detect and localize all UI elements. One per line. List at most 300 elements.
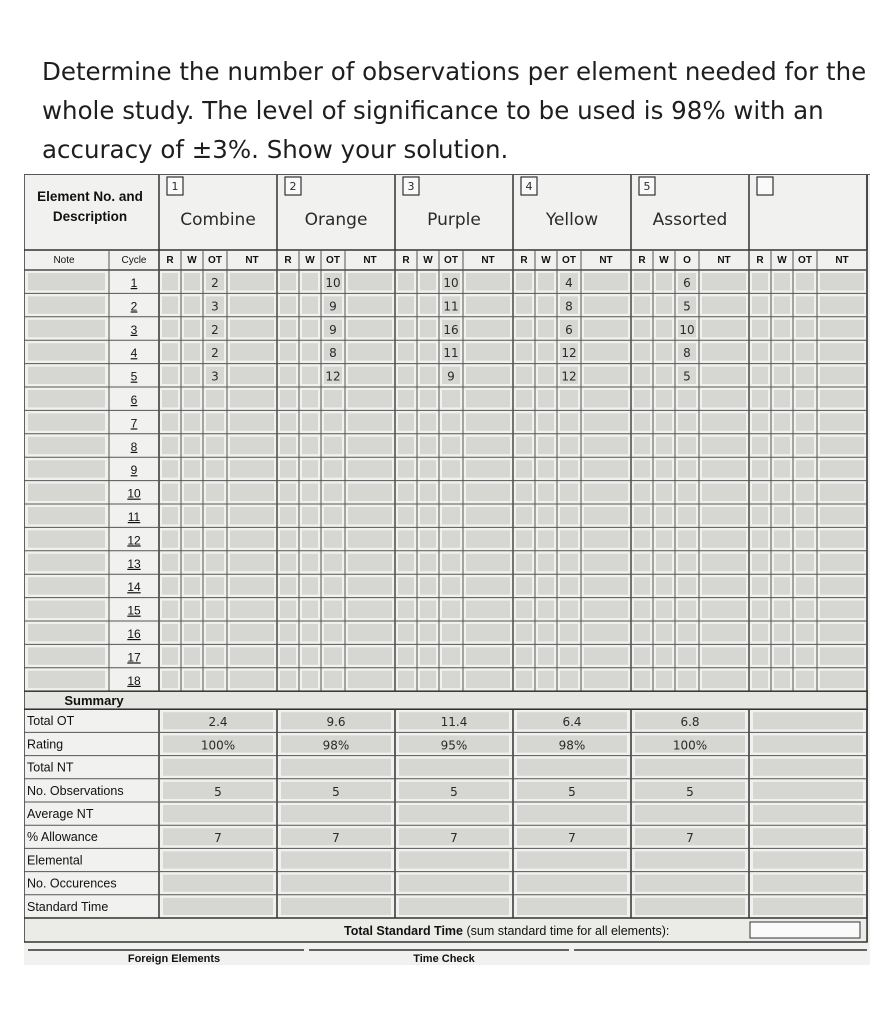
- data-cell: [302, 390, 318, 407]
- data-cell: [466, 437, 510, 454]
- subcolumn-header: NT: [835, 255, 849, 266]
- data-cell: [398, 601, 414, 618]
- note-cell: [28, 437, 105, 454]
- data-cell: [184, 437, 200, 454]
- data-cell: [230, 413, 274, 430]
- note-cell: [28, 577, 105, 594]
- data-cell: [820, 484, 864, 501]
- data-cell: [774, 273, 790, 290]
- data-cell: [230, 437, 274, 454]
- summary-cell: [753, 759, 863, 776]
- data-cell: [348, 413, 392, 430]
- data-cell: [184, 343, 200, 360]
- data-cell: [348, 601, 392, 618]
- data-cell: [324, 647, 342, 664]
- data-cell: [184, 320, 200, 337]
- summary-row-label: Standard Time: [27, 899, 109, 914]
- summary-value: 7: [214, 831, 222, 846]
- data-cell: [466, 273, 510, 290]
- data-cell: [184, 484, 200, 501]
- data-cell: [584, 320, 628, 337]
- data-cell: [230, 507, 274, 524]
- data-cell: [538, 320, 554, 337]
- data-cell: [348, 273, 392, 290]
- data-cell: [634, 624, 650, 641]
- data-cell: [538, 413, 554, 430]
- ot-value: 4: [565, 276, 573, 290]
- data-cell: [774, 343, 790, 360]
- summary-cell: [399, 875, 509, 892]
- data-cell: [420, 367, 436, 384]
- data-cell: [466, 624, 510, 641]
- data-cell: [702, 671, 746, 688]
- data-cell: [560, 460, 578, 477]
- data-cell: [348, 460, 392, 477]
- summary-row-label: Total OT: [27, 714, 75, 729]
- data-cell: [466, 601, 510, 618]
- data-cell: [752, 296, 768, 313]
- data-cell: [634, 554, 650, 571]
- data-cell: [656, 530, 672, 547]
- data-cell: [302, 413, 318, 430]
- data-cell: [466, 460, 510, 477]
- data-cell: [584, 437, 628, 454]
- summary-cell: [517, 759, 627, 776]
- data-cell: [538, 577, 554, 594]
- data-cell: [656, 671, 672, 688]
- data-cell: [162, 437, 178, 454]
- data-cell: [678, 647, 696, 664]
- cycle-number: 6: [130, 393, 138, 407]
- summary-value: 5: [332, 784, 340, 799]
- data-cell: [302, 671, 318, 688]
- data-cell: [820, 273, 864, 290]
- data-cell: [656, 343, 672, 360]
- data-cell: [774, 320, 790, 337]
- ot-value: 6: [683, 276, 691, 290]
- cycle-number: 3: [130, 322, 138, 337]
- data-cell: [796, 671, 814, 688]
- data-cell: [420, 320, 436, 337]
- data-cell: [420, 671, 436, 688]
- data-cell: [516, 530, 532, 547]
- data-cell: [442, 530, 460, 547]
- data-cell: [656, 507, 672, 524]
- data-cell: [560, 577, 578, 594]
- data-cell: [584, 390, 628, 407]
- cycle-number: 7: [130, 416, 138, 431]
- note-cell: [28, 507, 105, 524]
- subcolumn-header: NT: [363, 255, 377, 266]
- data-cell: [656, 273, 672, 290]
- data-cell: [634, 413, 650, 430]
- data-cell: [184, 296, 200, 313]
- data-cell: [634, 671, 650, 688]
- data-cell: [230, 460, 274, 477]
- data-cell: [348, 624, 392, 641]
- data-cell: [302, 530, 318, 547]
- data-cell: [516, 273, 532, 290]
- data-cell: [420, 577, 436, 594]
- summary-cell: [753, 898, 863, 915]
- data-cell: [702, 273, 746, 290]
- data-cell: [442, 624, 460, 641]
- summary-row-label: Rating: [27, 737, 64, 752]
- data-cell: [796, 577, 814, 594]
- data-cell: [184, 413, 200, 430]
- element-number: 3: [407, 180, 415, 193]
- data-cell: [420, 460, 436, 477]
- summary-cell: [517, 898, 627, 915]
- data-cell: [678, 554, 696, 571]
- summary-value: 6.8: [680, 715, 700, 730]
- cycle-number: 1: [130, 276, 138, 290]
- element-number: 4: [525, 180, 533, 193]
- data-cell: [302, 601, 318, 618]
- cycle-number: 11: [127, 510, 141, 524]
- data-cell: [184, 577, 200, 594]
- data-cell: [442, 601, 460, 618]
- data-cell: [796, 367, 814, 384]
- data-cell: [230, 484, 274, 501]
- data-cell: [820, 554, 864, 571]
- cycle-number: 8: [130, 439, 138, 454]
- note-cell: [28, 413, 105, 430]
- data-cell: [774, 624, 790, 641]
- summary-row-label: No. Observations: [27, 783, 124, 798]
- data-cell: [796, 460, 814, 477]
- summary-value: 7: [686, 831, 694, 846]
- data-cell: [634, 601, 650, 618]
- data-cell: [162, 554, 178, 571]
- data-cell: [634, 437, 650, 454]
- subcolumn-header: R: [284, 255, 292, 266]
- data-cell: [774, 577, 790, 594]
- cycle-number: 15: [127, 603, 141, 618]
- data-cell: [302, 367, 318, 384]
- data-cell: [302, 273, 318, 290]
- data-cell: [796, 601, 814, 618]
- data-cell: [774, 484, 790, 501]
- data-cell: [206, 554, 224, 571]
- data-cell: [280, 437, 296, 454]
- data-cell: [516, 507, 532, 524]
- data-cell: [230, 624, 274, 641]
- data-cell: [420, 296, 436, 313]
- summary-cell: [281, 805, 391, 822]
- data-cell: [398, 320, 414, 337]
- data-cell: [324, 484, 342, 501]
- summary-cell: [635, 875, 745, 892]
- data-cell: [280, 671, 296, 688]
- data-cell: [702, 390, 746, 407]
- summary-cell: [635, 759, 745, 776]
- summary-cell: [517, 851, 627, 868]
- data-cell: [634, 577, 650, 594]
- data-cell: [348, 320, 392, 337]
- data-cell: [324, 437, 342, 454]
- subcolumn-header: OT: [562, 255, 576, 266]
- data-cell: [656, 320, 672, 337]
- data-cell: [516, 671, 532, 688]
- data-cell: [280, 343, 296, 360]
- note-cell: [28, 390, 105, 407]
- note-cell: [28, 554, 105, 571]
- data-cell: [162, 367, 178, 384]
- data-cell: [466, 507, 510, 524]
- ot-value: 16: [443, 322, 459, 337]
- summary-bar: [24, 691, 867, 709]
- data-cell: [516, 647, 532, 664]
- cycle-number: 16: [127, 627, 141, 641]
- data-cell: [584, 413, 628, 430]
- data-cell: [466, 413, 510, 430]
- subcolumn-header: NT: [717, 255, 731, 266]
- data-cell: [348, 530, 392, 547]
- data-cell: [516, 554, 532, 571]
- note-cell: [28, 367, 105, 384]
- data-cell: [820, 647, 864, 664]
- data-cell: [442, 671, 460, 688]
- data-cell: [752, 484, 768, 501]
- subcolumn-header: R: [166, 255, 174, 266]
- data-cell: [516, 577, 532, 594]
- data-cell: [774, 507, 790, 524]
- data-cell: [656, 601, 672, 618]
- data-cell: [678, 577, 696, 594]
- data-cell: [796, 624, 814, 641]
- data-cell: [820, 367, 864, 384]
- data-cell: [634, 507, 650, 524]
- data-cell: [442, 437, 460, 454]
- data-cell: [348, 484, 392, 501]
- data-cell: [516, 390, 532, 407]
- data-cell: [420, 530, 436, 547]
- summary-cell: [163, 875, 273, 892]
- data-cell: [184, 507, 200, 524]
- data-cell: [230, 367, 274, 384]
- summary-cell: [753, 805, 863, 822]
- data-cell: [538, 601, 554, 618]
- data-cell: [516, 601, 532, 618]
- ot-value: 10: [679, 322, 695, 337]
- data-cell: [230, 320, 274, 337]
- data-cell: [656, 484, 672, 501]
- summary-cell: [753, 782, 863, 799]
- data-cell: [420, 437, 436, 454]
- ot-value: 12: [561, 346, 577, 361]
- data-cell: [206, 624, 224, 641]
- summary-value: 9.6: [326, 715, 346, 730]
- data-cell: [398, 554, 414, 571]
- subcolumn-header: W: [659, 255, 669, 266]
- data-cell: [162, 460, 178, 477]
- data-cell: [420, 507, 436, 524]
- data-cell: [348, 437, 392, 454]
- data-cell: [184, 647, 200, 664]
- data-cell: [280, 460, 296, 477]
- data-cell: [820, 601, 864, 618]
- data-cell: [560, 671, 578, 688]
- note-cell: [28, 296, 105, 313]
- data-cell: [752, 343, 768, 360]
- subcolumn-header: O: [683, 255, 691, 266]
- summary-value: 5: [450, 784, 458, 799]
- data-cell: [678, 507, 696, 524]
- question-text: Determine the number of observations per element needed for the whole study. The level of significance to be used is 98% with an accuracy of ±3%. Show your solution.: [42, 57, 867, 164]
- ot-value: 12: [325, 369, 341, 384]
- data-cell: [420, 484, 436, 501]
- data-cell: [702, 320, 746, 337]
- note-cell: [28, 530, 105, 547]
- data-cell: [560, 484, 578, 501]
- note-cell: [28, 273, 105, 290]
- header-label-line2: Description: [52, 209, 128, 224]
- data-cell: [752, 273, 768, 290]
- data-cell: [324, 507, 342, 524]
- data-cell: [398, 484, 414, 501]
- data-cell: [702, 367, 746, 384]
- subcolumn-header: OT: [444, 255, 458, 266]
- data-cell: [206, 647, 224, 664]
- data-cell: [634, 484, 650, 501]
- data-cell: [774, 437, 790, 454]
- foreign-elements-label: Foreign Elements: [127, 953, 221, 965]
- cycle-number: 10: [127, 486, 141, 501]
- data-cell: [796, 484, 814, 501]
- data-cell: [752, 601, 768, 618]
- data-cell: [206, 460, 224, 477]
- data-cell: [280, 390, 296, 407]
- data-cell: [656, 647, 672, 664]
- data-cell: [184, 530, 200, 547]
- data-cell: [516, 484, 532, 501]
- data-cell: [280, 484, 296, 501]
- data-cell: [420, 624, 436, 641]
- data-cell: [348, 671, 392, 688]
- data-cell: [584, 671, 628, 688]
- subcolumn-header: NT: [599, 255, 613, 266]
- note-cell: [28, 671, 105, 688]
- data-cell: [442, 647, 460, 664]
- data-cell: [820, 437, 864, 454]
- data-cell: [184, 367, 200, 384]
- time-study-grid: [24, 175, 870, 965]
- cycle-number: 5: [130, 369, 138, 384]
- data-cell: [678, 484, 696, 501]
- data-cell: [584, 530, 628, 547]
- data-cell: [398, 460, 414, 477]
- data-cell: [584, 296, 628, 313]
- data-cell: [678, 624, 696, 641]
- ot-value: 2: [211, 276, 219, 290]
- data-cell: [774, 554, 790, 571]
- data-cell: [280, 320, 296, 337]
- data-cell: [230, 554, 274, 571]
- data-cell: [280, 413, 296, 430]
- summary-value: 2.4: [208, 715, 228, 730]
- data-cell: [584, 367, 628, 384]
- summary-cell: [635, 898, 745, 915]
- subcolumn-header: R: [638, 255, 646, 266]
- data-cell: [584, 624, 628, 641]
- element-name: Orange: [304, 210, 368, 230]
- summary-cell: [753, 851, 863, 868]
- data-cell: [420, 273, 436, 290]
- data-cell: [678, 671, 696, 688]
- data-cell: [538, 484, 554, 501]
- data-cell: [466, 554, 510, 571]
- ot-value: 5: [683, 299, 691, 314]
- ot-value: 2: [211, 322, 219, 337]
- data-cell: [774, 296, 790, 313]
- data-cell: [302, 437, 318, 454]
- data-cell: [634, 530, 650, 547]
- data-cell: [280, 273, 296, 290]
- data-cell: [634, 367, 650, 384]
- cycle-column-label: Cycle: [121, 255, 147, 266]
- data-cell: [398, 437, 414, 454]
- data-cell: [774, 671, 790, 688]
- summary-value: 98%: [322, 738, 350, 753]
- data-cell: [466, 320, 510, 337]
- data-cell: [324, 624, 342, 641]
- data-cell: [280, 647, 296, 664]
- element-name: Purple: [427, 210, 481, 230]
- data-cell: [774, 460, 790, 477]
- data-cell: [398, 413, 414, 430]
- data-cell: [184, 554, 200, 571]
- data-cell: [280, 530, 296, 547]
- data-cell: [752, 530, 768, 547]
- summary-cell: [163, 759, 273, 776]
- data-cell: [302, 296, 318, 313]
- summary-value: 11.4: [440, 715, 468, 730]
- data-cell: [678, 413, 696, 430]
- ot-value: 9: [329, 322, 337, 337]
- cycle-number: 18: [127, 673, 141, 688]
- summary-value: 7: [450, 831, 458, 846]
- data-cell: [516, 320, 532, 337]
- data-cell: [796, 296, 814, 313]
- data-cell: [162, 484, 178, 501]
- total-standard-time-box: [750, 922, 860, 938]
- data-cell: [584, 601, 628, 618]
- data-cell: [584, 343, 628, 360]
- data-cell: [560, 530, 578, 547]
- summary-cell: [517, 805, 627, 822]
- data-cell: [516, 296, 532, 313]
- data-cell: [702, 577, 746, 594]
- data-cell: [442, 577, 460, 594]
- data-cell: [162, 413, 178, 430]
- data-cell: [634, 647, 650, 664]
- data-cell: [516, 367, 532, 384]
- data-cell: [820, 530, 864, 547]
- data-cell: [442, 507, 460, 524]
- data-cell: [206, 437, 224, 454]
- data-cell: [162, 273, 178, 290]
- summary-cell: [399, 805, 509, 822]
- data-cell: [348, 647, 392, 664]
- data-cell: [774, 601, 790, 618]
- data-cell: [280, 367, 296, 384]
- data-cell: [634, 320, 650, 337]
- data-cell: [774, 530, 790, 547]
- data-cell: [752, 460, 768, 477]
- data-cell: [752, 437, 768, 454]
- data-cell: [820, 296, 864, 313]
